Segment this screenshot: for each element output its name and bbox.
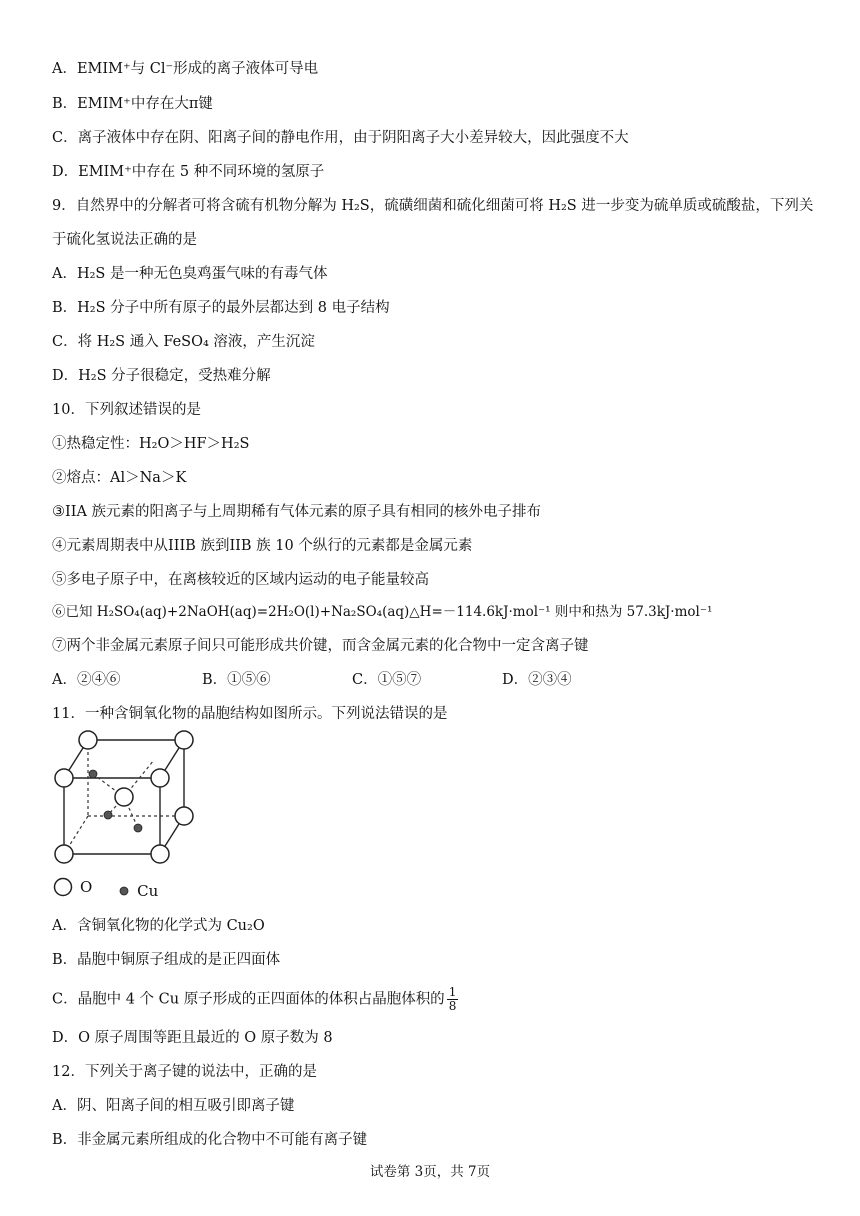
q10-stem: 10．下列叙述错误的是	[52, 402, 201, 418]
q11-option-b: B．晶胞中铜原子组成的是正四面体	[52, 952, 281, 968]
q11-option-d: D．O 原子周围等距且最近的 O 原子数为 8	[52, 1030, 333, 1046]
fraction-denominator: 8	[448, 999, 457, 1013]
o-atom	[151, 769, 169, 787]
q11-stem: 11．一种含铜氧化物的晶胞结构如图所示。下列说法错误的是	[52, 706, 448, 722]
q10-item-7: ⑦两个非金属元素原子间只可能形成共价键，而含金属元素的化合物中一定含离子键	[52, 638, 589, 654]
o-atom	[175, 731, 193, 749]
o-atom	[175, 807, 193, 825]
q10-option-c: C．①⑤⑦	[352, 672, 422, 688]
q12-stem: 12．下列关于离子键的说法中，正确的是	[52, 1064, 317, 1080]
q10-item-6: ⑥已知 H₂SO₄(aq)+2NaOH(aq)=2H₂O(l)+Na₂SO₄(aq)△H=－114.6kJ·mol⁻¹ 则中和热为 57.3kJ·mol⁻¹	[52, 604, 713, 620]
fraction-one-eighth	[447, 986, 459, 1013]
cu-atom-icon	[117, 884, 131, 898]
q10-option-b: B．①⑤⑥	[202, 672, 271, 688]
cu-atom	[134, 824, 142, 832]
q9-option-c: C．将 H₂S 通入 FeSO₄ 溶液，产生沉淀	[52, 334, 315, 350]
q12-option-a: A．阴、阳离子间的相互吸引即离子键	[52, 1098, 295, 1114]
q9-option-a: A．H₂S 是一种无色臭鸡蛋气味的有毒气体	[52, 266, 328, 282]
q8-option-d: D．EMIM⁺中存在 5 种不同环境的氢原子	[52, 164, 325, 180]
q11-option-c	[52, 986, 820, 1013]
q10-option-d: D．②③④	[502, 672, 572, 688]
legend-o	[52, 876, 92, 898]
cu-atom	[104, 811, 112, 819]
q11-option-a: A．含铜氧化物的化学式为 Cu₂O	[52, 918, 265, 934]
legend-cu	[117, 881, 158, 901]
q8-option-c: C．离子液体中存在阴、阳离子间的静电作用，由于阴阳离子大小差异较大，因此强度不大	[52, 130, 629, 146]
q10-item-5: ⑤多电子原子中，在离核较近的区域内运动的电子能量较高	[52, 572, 429, 588]
page-footer: 试卷第 3页，共 7页	[369, 1164, 491, 1180]
q9-option-d: D．H₂S 分子很稳定，受热难分解	[52, 368, 271, 384]
figure-legend	[52, 876, 178, 900]
o-atom	[55, 845, 73, 863]
q10-options	[52, 670, 752, 690]
q10-item-1: ①热稳定性：H₂O＞HF＞H₂S	[52, 436, 250, 452]
q10-option-a: A．②④⑥	[52, 672, 121, 688]
q12-option-b: B．非金属元素所组成的化合物中不可能有离子键	[52, 1132, 368, 1148]
q10-item-2: ②熔点：Al＞Na＞K	[52, 470, 187, 486]
q10-item-3: ③IIA 族元素的阳离子与上周期稀有气体元素的原子具有相同的核外电子排布	[52, 504, 542, 520]
fraction-numerator: 1	[448, 985, 457, 999]
q8-option-b: B．EMIM⁺中存在大π键	[52, 96, 213, 112]
q10-item-4: ④元素周期表中从IIIB 族到IIB 族 10 个纵行的元素都是金属元素	[52, 538, 473, 554]
legend-cu-label: Cu	[137, 882, 159, 900]
o-atom-center	[115, 788, 133, 806]
legend-o-label: O	[80, 878, 93, 896]
o-atom	[55, 769, 73, 787]
o-atom	[79, 731, 97, 749]
o-atom-icon	[52, 876, 74, 898]
q9-option-b: B．H₂S 分子中所有原子的最外层都达到 8 电子结构	[52, 300, 390, 316]
q8-option-a: A．EMIM⁺与 Cl⁻形成的离子液体可导电	[52, 61, 319, 77]
q9-stem: 9．自然界中的分解者可将含硫有机物分解为 H₂S，硫磺细菌和硫化细菌可将 H₂S 进一步变为硫单质或硫酸盐，下列关于硫化氢说法正确的是	[52, 198, 814, 248]
q11-option-c-text: C．晶胞中 4 个 Cu 原子形成的正四面体的体积占晶胞体积的	[52, 991, 445, 1008]
cu-atom	[89, 770, 97, 778]
o-atom	[151, 845, 169, 863]
